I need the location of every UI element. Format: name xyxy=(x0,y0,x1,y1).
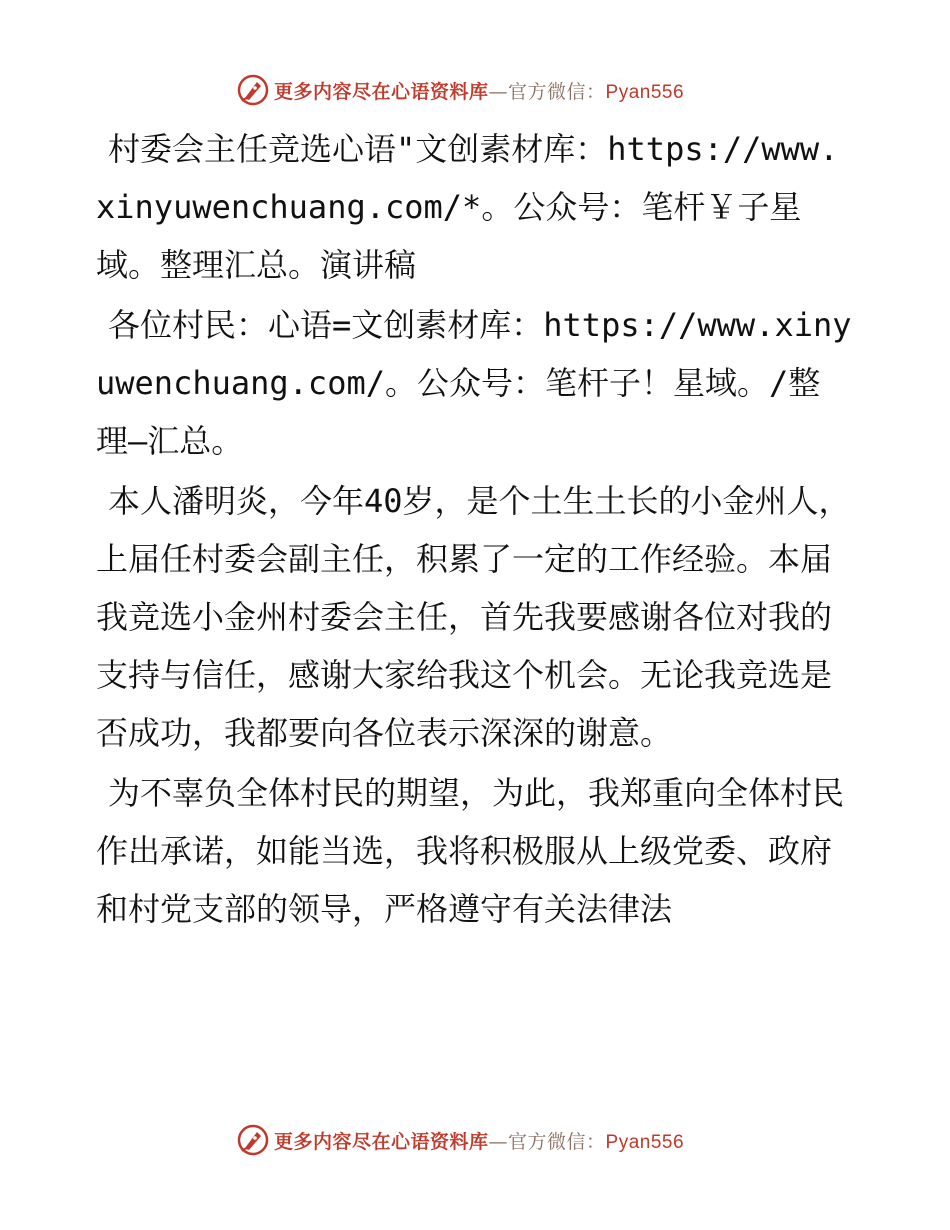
header-watermark-official-label: 官方微信： xyxy=(508,80,606,103)
header-watermark-account: Pyan556 xyxy=(605,81,685,103)
footer-watermark-official-label: 官方微信： xyxy=(508,1130,606,1153)
paragraph-1: 村委会主任竞选心语"文创素材库：https://www.xinyuwenchuang.com/*。公众号：笔杆￥子星域。整理汇总。演讲稿 xyxy=(96,130,839,284)
header-watermark-main: 更多内容尽在心语资料库 xyxy=(274,80,489,103)
paragraph-4: 为不辜负全体村民的期望，为此，我郑重向全体村民作出承诺，如能当选，我将积极服从上级党委、政府和村党支部的领导，严格遵守有关法律法 xyxy=(96,774,845,928)
document-body xyxy=(96,120,852,940)
header-watermark-banner xyxy=(236,72,684,108)
footer-watermark-account: Pyan556 xyxy=(605,1131,685,1153)
paragraph-2: 各位村民：心语=文创素材库：https://www.xinyuwenchuang.com/。公众号：笔杆子！星域。/整理—汇总。 xyxy=(96,306,852,460)
footer-watermark-banner xyxy=(236,1122,684,1158)
footer-watermark-text xyxy=(274,1127,684,1154)
footer-watermark-main: 更多内容尽在心语资料库 xyxy=(274,1130,489,1153)
header-watermark-text xyxy=(274,77,684,104)
footer-watermark-dash: — xyxy=(488,1130,509,1153)
pen-nib-logo-icon xyxy=(236,73,270,107)
pen-nib-logo-icon xyxy=(236,1123,270,1157)
paragraph-3: 本人潘明炎，今年40岁，是个土生土长的小金州人，上届任村委会副主任，积累了一定的工作经验。本届我竞选小金州村委会主任，首先我要感谢各位对我的支持与信任，感谢大家给我这个机会。无论我竞选是否成功，我都要向各位表示深深的谢意。 xyxy=(96,482,851,752)
header-watermark-dash: — xyxy=(488,80,509,103)
